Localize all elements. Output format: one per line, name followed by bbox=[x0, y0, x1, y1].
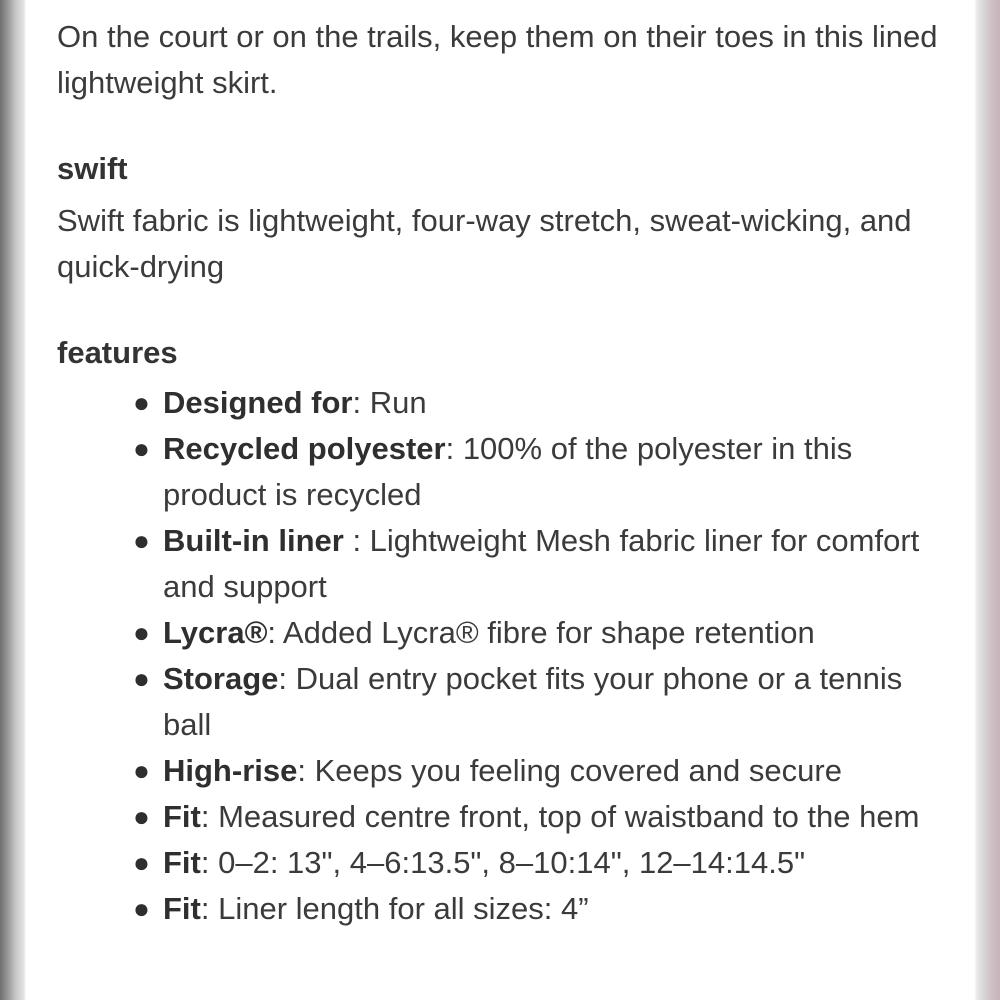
feature-label: Recycled polyester bbox=[163, 431, 446, 466]
feature-label: Storage bbox=[163, 661, 279, 696]
bullet-icon: ● bbox=[133, 801, 150, 832]
bullet-icon: ● bbox=[133, 663, 150, 694]
feature-text: : Liner length for all sizes: 4” bbox=[200, 891, 589, 926]
feature-label: Fit bbox=[163, 891, 201, 926]
fabric-description: Swift fabric is lightweight, four-way stretch, sweat-wicking, and quick-drying bbox=[57, 203, 912, 284]
feature-label: High-rise bbox=[163, 753, 298, 788]
bullet-icon: ● bbox=[133, 525, 150, 556]
feature-label: Designed for bbox=[163, 385, 353, 420]
features-list bbox=[57, 380, 947, 932]
feature-item bbox=[133, 518, 947, 610]
bullet-icon: ● bbox=[133, 617, 150, 648]
feature-label: Built-in liner bbox=[163, 523, 353, 558]
product-description-card bbox=[26, 0, 974, 1000]
feature-text: : Added Lycra® fibre for shape retention bbox=[267, 615, 815, 650]
features-heading: features bbox=[57, 335, 178, 370]
feature-item bbox=[133, 840, 947, 886]
feature-label: Fit bbox=[163, 799, 201, 834]
feature-text: : Dual entry pocket fits your phone or a tennis ball bbox=[163, 661, 903, 742]
feature-label: Fit bbox=[163, 845, 201, 880]
feature-text: : 0–2: 13", 4–6:13.5", 8–10:14", 12–14:14.5" bbox=[200, 845, 806, 880]
feature-item bbox=[133, 656, 947, 748]
feature-item bbox=[133, 886, 947, 932]
feature-text: : Run bbox=[352, 385, 427, 420]
bullet-icon: ● bbox=[133, 755, 150, 786]
feature-item bbox=[133, 610, 947, 656]
feature-item bbox=[133, 794, 947, 840]
bullet-icon: ● bbox=[133, 847, 150, 878]
product-details bbox=[57, 14, 947, 932]
bullet-icon: ● bbox=[133, 387, 150, 418]
feature-text: : Lightweight Mesh fabric liner for comfort and support bbox=[163, 523, 920, 604]
fabric-heading: swift bbox=[57, 151, 128, 186]
intro-text: On the court or on the trails, keep them on their toes in this lined lightweight skirt. bbox=[57, 19, 938, 100]
feature-text: : Measured centre front, top of waistband to the hem bbox=[200, 799, 920, 834]
feature-text: : 100% of the polyester in this product is recycled bbox=[163, 431, 853, 512]
bullet-icon: ● bbox=[133, 893, 150, 924]
feature-item bbox=[133, 380, 947, 426]
bullet-icon: ● bbox=[133, 433, 150, 464]
feature-item bbox=[133, 426, 947, 518]
feature-text: : Keeps you feeling covered and secure bbox=[297, 753, 842, 788]
feature-item bbox=[133, 748, 947, 794]
feature-label: Lycra® bbox=[163, 615, 268, 650]
